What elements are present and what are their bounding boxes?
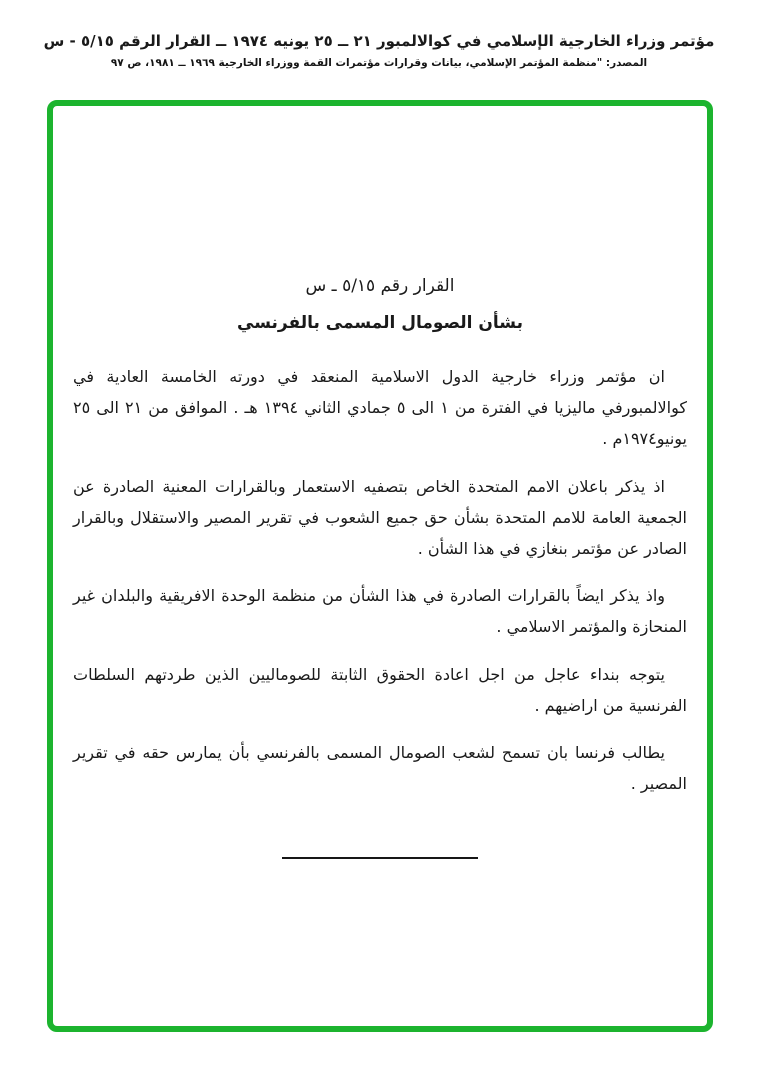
- document-border-frame: [47, 100, 713, 1032]
- resolution-subject-title: بشأن الصومال المسمى بالفرنسي: [237, 313, 523, 333]
- paragraph-demand-to-france: يطالب فرنسا بان تسمح لشعب الصومال المسمى بالفرنسي بأن يمارس حقه في تقرير المصير .: [73, 742, 687, 794]
- citation-header: [0, 0, 758, 69]
- paragraph-preamble-conference: ان مؤتمر وزراء خارجية الدول الاسلامية المنعقد في دورته الخامسة العادية في كوالالمبورفي ماليزيا في الفترة من ١ الى ٥ جمادي الثاني ١٣٩٤ هـ . الموافق من ٢١ الى ٢٥ يونيو١٩٧٤م .: [73, 367, 688, 449]
- citation-title: مؤتمر وزراء الخارجية الإسلامي في كوالالمبور ٢١ ــ ٢٥ يونيه ١٩٧٤ ــ القرار الرقم ٥/١٥ - س: [43, 32, 715, 50]
- resolution-number-title: القرار رقم ٥/١٥ ـ س: [305, 276, 455, 296]
- document-body: [53, 276, 707, 859]
- paragraph-recalling-un-declaration: اذ يذكر باعلان الامم المتحدة الخاص بتصفيه الاستعمار وبالقرارات المعنية الصادرة عن الجمعية العامة للامم المتحدة بشأن حق جميع الشعوب في تقرير المصير والاستقلال وبالقرار الصادر عن مؤتمر بنغازي في هذا الشأن .: [73, 476, 687, 558]
- end-of-text-rule: [282, 857, 478, 859]
- paragraph-urgent-appeal: يتوجه بنداء عاجل من اجل اعادة الحقوق الثابتة للصوماليين الذين طردتهم السلطات الفرنسية من اراضيهم .: [73, 664, 687, 715]
- paragraph-recalling-oau-resolutions: واذ يذكر ايضاً بالقرارات الصادرة في هذا الشأن من منظمة الوحدة الافريقية والبلدان غير المنحازة والمؤتمر الاسلامي .: [73, 586, 687, 637]
- citation-source: المصدر: "منظمة المؤتمر الإسلامي، بيانات وقرارات مؤتمرات القمة ووزراء الخارجية ١٩٦٩ ــ ١٩٨١، ص ٩٧: [110, 57, 648, 69]
